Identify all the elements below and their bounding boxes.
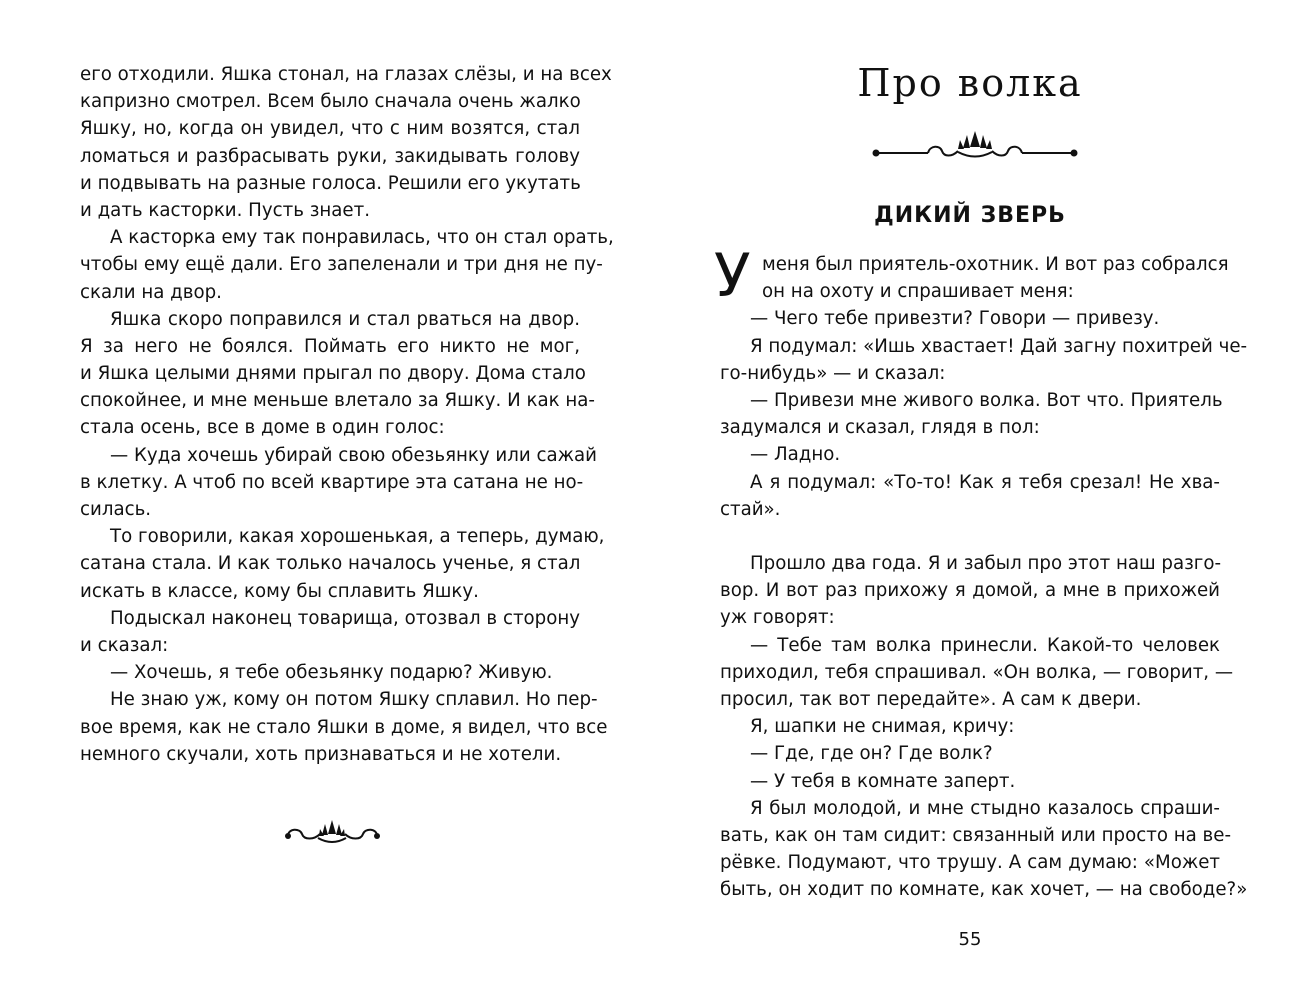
text-line: он на охоту и спрашивает меня:: [762, 281, 1074, 303]
text-line: — У тебя в комнате заперт.: [750, 770, 1016, 792]
text-line: Яшку, но, когда он увидел, что с ним возятся, стал: [80, 118, 580, 140]
text-line: Я подумал: «Ишь хвастает! Дай загну похитрей че-: [750, 335, 1248, 357]
text-line: ломаться и разбрасывать руки, закидывать голову: [80, 145, 580, 167]
text-line: уж говорят:: [720, 607, 835, 629]
text-line: и сказал:: [80, 634, 169, 656]
story-title: ДИКИЙ ЗВЕРЬ: [874, 203, 1066, 228]
text-line: То говорили, какая хорошенькая, а теперь, думаю,: [110, 526, 605, 548]
text-line: го-нибудь» — и сказал:: [720, 362, 946, 384]
text-line: А я подумал: «То-то! Как я тебя срезал! Не хва-: [750, 471, 1220, 493]
blank-line: [720, 523, 1220, 550]
chapter-title: Про волка: [857, 61, 1083, 105]
text-line: и Яшка целыми днями прыгал по двору. Дома стало: [80, 363, 586, 385]
text-line: искать в классе, кому бы сплавить Яшку.: [80, 580, 479, 602]
text-line: — Ладно.: [750, 444, 841, 466]
text-line: его отходили. Яшка стонал, на глазах слёзы, и на всех: [80, 64, 612, 85]
page-number: 55: [958, 929, 982, 950]
text-line: — Хочешь, я тебе обезьянку подарю? Живую.: [110, 662, 553, 684]
text-line: спокойнее, и мне меньше влетало за Яшку. И как на-: [80, 390, 595, 412]
text-line: и подвывать на разные голоса. Решили его укутать: [80, 172, 581, 194]
text-line: вать, как он там сидит: связанный или просто на ве-: [720, 824, 1232, 846]
text-line: Яшка скоро поправился и стал рваться на двор.: [110, 308, 580, 330]
text-line: силась.: [80, 499, 152, 520]
text-line: рёвке. Подумают, что трушу. А сам думаю: «Может: [720, 852, 1220, 874]
text-line: капризно смотрел. Всем было сначала очень жалко: [80, 91, 581, 113]
text-line: Я был молодой, и мне стыдно казалось спраши-: [750, 797, 1220, 819]
text-line: — Где, где он? Где волк?: [750, 743, 993, 765]
text-line: чтобы ему ещё дали. Его запеленали и три дня не пу-: [80, 254, 603, 276]
text-line: быть, он ходит по комнате, как хочет, — на свободе?»: [720, 879, 1248, 901]
text-line: задумался и сказал, глядя в пол:: [720, 417, 1040, 439]
text-line: вор. И вот раз прихожу я домой, а мне в прихожей: [720, 580, 1220, 602]
text-line: — Тебе там волка принесли. Какой-то человек: [750, 634, 1220, 656]
text-line: и дать касторки. Пусть знает.: [80, 199, 370, 221]
text-line: просил, так вот передайте». А сам к двери.: [720, 689, 1142, 710]
text-line: немного скучали, хоть признаваться и не хотели.: [80, 743, 562, 765]
text-line: А касторка ему так понравилась, что он стал орать,: [110, 227, 614, 249]
text-line: — Куда хочешь убирай свою обезьянку или сажай: [110, 444, 597, 466]
text-line: приходил, тебя спрашивал. «Он волка, — говорит, —: [720, 661, 1234, 683]
text-line: стала осень, все в доме в один голос:: [80, 417, 445, 439]
text-line: стай».: [720, 498, 781, 520]
text-line: вое время, как не стало Яшки в доме, я видел, что все: [80, 716, 608, 738]
text-line: Я за него не боялся. Поймать его никто не мог,: [80, 335, 580, 357]
text-line: Я, шапки не снимая, кричу:: [750, 716, 1015, 738]
left-page-text: [80, 61, 614, 768]
text-line: меня был приятель-охотник. И вот раз собрался: [762, 254, 1229, 275]
text-line: сатана стала. И как только началось ученье, я стал: [80, 553, 581, 575]
text-line: — Чего тебе привезти? Говори — привезу.: [750, 308, 1160, 330]
right-page-text: [720, 251, 1248, 904]
section-end-ornament: [280, 812, 385, 852]
text-line: скали на двор.: [80, 281, 222, 303]
text-line: Не знаю уж, кому он потом Яшку сплавил. Но пер-: [110, 689, 598, 711]
drop-cap: У: [714, 241, 751, 311]
text-line: Подыскал наконец товарища, отозвал в сторону: [110, 607, 580, 629]
text-line: Прошло два года. Я и забыл про этот наш разго-: [750, 553, 1222, 575]
chapter-ornament: [870, 125, 1080, 165]
text-line: в клетку. А чтоб по всей квартире эта сатана не но-: [80, 471, 584, 493]
text-line: — Привези мне живого волка. Вот что. Приятель: [750, 389, 1223, 411]
